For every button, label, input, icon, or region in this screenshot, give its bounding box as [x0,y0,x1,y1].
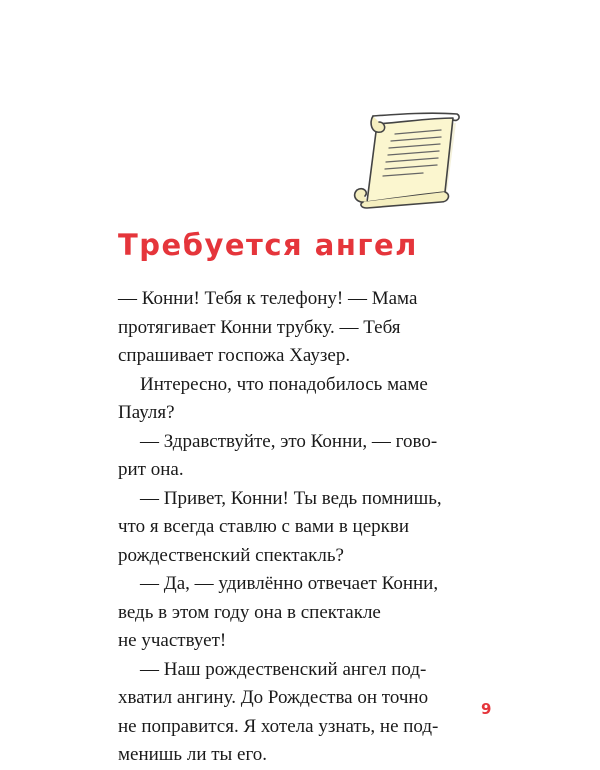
text-line: менишь ли ты его. [118,744,268,765]
text-line: не участвует! [118,630,227,651]
paragraph [118,428,490,485]
text-line: протягивает Конни трубку. — Тебя [118,316,401,338]
story-text [118,285,490,770]
text-line: не поправится. Я хотела узнать, не под- [118,715,439,737]
text-line: — Конни! Тебя к телефону! — Мама [118,288,418,309]
text-line: ведь в этом году она в спектакле [118,601,381,623]
text-line: хватил ангину. До Рождества он точно [118,687,429,708]
text-line: спрашивает госпожа Хаузер. [118,345,351,366]
text-line: — Да, — удивлённо отвечает Конни, [140,573,439,594]
paragraph [118,570,490,656]
chapter-title: Требуется ангел [118,228,418,262]
paper-scroll-icon [345,108,465,213]
paragraph [118,656,490,770]
paragraph [118,285,490,371]
text-line: — Наш рождественский ангел под- [140,658,427,680]
text-line: — Здравствуйте, это Конни, — гово- [140,430,438,452]
paragraph [118,485,490,571]
text-line: рит она. [118,459,184,480]
text-line: рождественский спектакль? [118,544,344,566]
text-line: Пауля? [118,402,175,423]
text-line: что я всегда ставлю с вами в церкви [118,516,410,537]
paragraph [118,371,490,428]
text-line: — Привет, Конни! Ты ведь помнишь, [140,487,442,509]
page-number: 9 [481,700,492,718]
text-line: Интересно, что понадобилось маме [140,373,428,395]
